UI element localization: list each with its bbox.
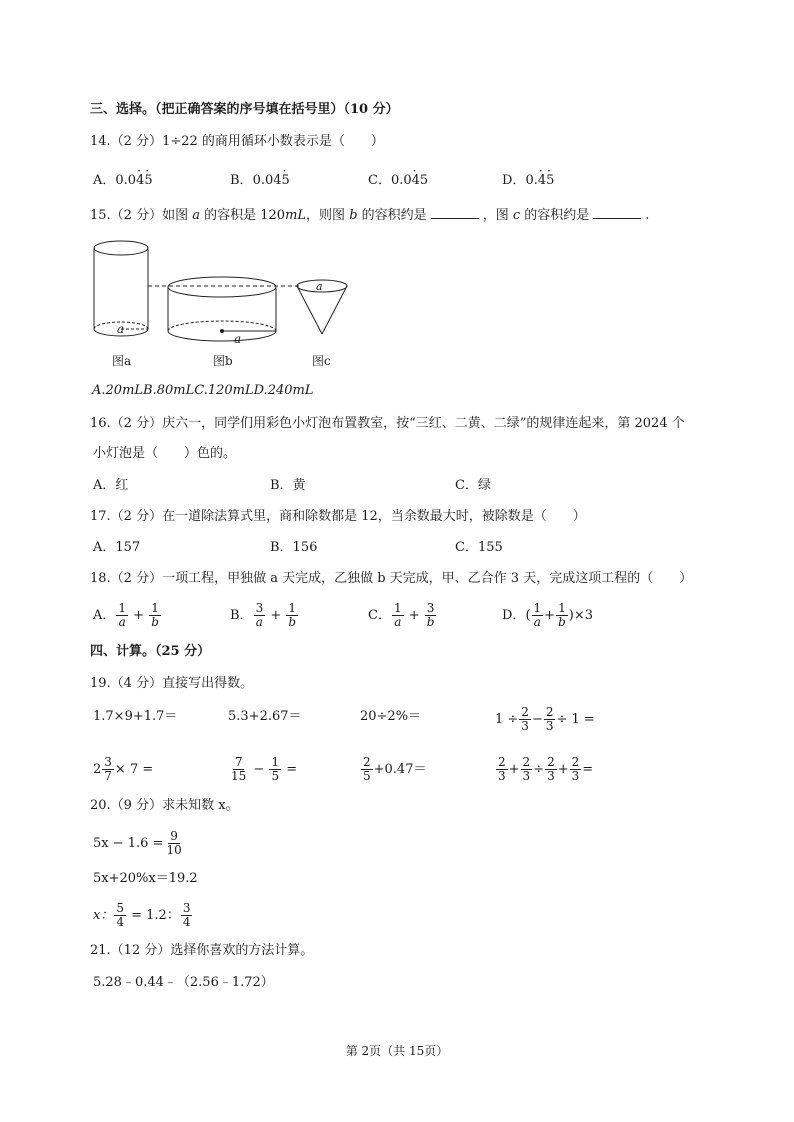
section-3-title: 三、选择。（把正确答案的序号填在括号里）（10 分）	[90, 102, 399, 117]
q20-equation-2: 5x+20%x＝19.2	[93, 871, 198, 886]
q18-option-a: A． $\frac{1}{a}$ + $\frac{1}{b}$	[93, 601, 159, 629]
q17-option-b: B．156	[270, 540, 318, 555]
q15-blank-2[interactable]	[593, 206, 641, 219]
q18-option-b: B． $\frac{3}{a}$ + $\frac{1}{b}$	[230, 601, 297, 629]
q14-option-b: B．0.04· 5	[230, 172, 290, 190]
q18-option-c: C． $\frac{1}{a}$ + $\frac{3}{b}$	[368, 601, 435, 629]
figure-c-radius: a	[316, 280, 323, 293]
section-4-title: 四、计算。（25 分）	[90, 644, 211, 659]
q19-item-6: $\frac{7}{15}$ − $\frac{1}{5}$ =	[231, 755, 298, 783]
q17-stem: 17.（2 分）在一道除法算式里，商和除数都是 12，当余数最大时，被除数是（ ）	[90, 509, 586, 524]
q15-blank-1[interactable]	[431, 206, 479, 219]
q15-stem: 15.（2 分）如图 a 的容积是 120mL，则图 b 的容积约是 ，图 c 的容积约是 .	[90, 208, 650, 223]
q19-stem: 19.（4 分）直接写出得数。	[90, 676, 254, 691]
q19-item-3: 20÷2%＝	[360, 709, 422, 724]
q20-equation-1: 5x − 1.6 = $\frac{9}{10}$	[93, 829, 182, 857]
figure-c-label: 图c	[312, 354, 331, 368]
q19-item-8: $\frac{2}{3}$ + $\frac{2}{3}$ ÷ $\frac{2}{3}$ + $\frac{2}{3}$ =	[498, 755, 594, 783]
figure-a-radius: a	[117, 322, 125, 336]
q16-option-c: C．绿	[455, 478, 491, 493]
q19-item-2: 5.3+2.67＝	[228, 709, 302, 724]
q18-stem: 18.（2 分）一项工程，甲独做 a 天完成，乙独做 b 天完成，甲、乙合作 3 天，完成这项工程的（ ）	[90, 571, 693, 586]
q19-item-1: 1.7×9+1.7＝	[93, 709, 178, 724]
figure-b-label: 图b	[213, 354, 233, 368]
q14-option-c: C．0.0· 45	[368, 172, 428, 190]
q21-expression: 5.28﹣0.44﹣（2.56﹣1.72）	[93, 975, 274, 990]
q18-option-d: D．( $\frac{1}{a}$ + $\frac{1}{b}$ )×3	[502, 601, 593, 629]
q19-item-4: 1 ÷ $\frac{2}{3}$ − $\frac{2}{3}$ ÷ 1 =	[495, 705, 595, 733]
q16-stem-line1: 16.（2 分）庆六一，同学们用彩色小灯泡布置教室，按“三红、二黄、二绿”的规律连起来，第 2024 个	[90, 416, 685, 431]
q16-option-b: B．黄	[270, 478, 306, 493]
q16-option-a: A．红	[93, 478, 129, 493]
q14-option-a: A．0.0· 4· 5	[93, 172, 153, 190]
q16-stem-line2: 小灯泡是（ ）色的。	[93, 446, 237, 461]
q20-stem: 20.（9 分）求未知数 x。	[90, 798, 239, 813]
q17-option-c: C．155	[455, 540, 503, 555]
figure-b-cylinder	[168, 277, 276, 341]
q21-stem: 21.（12 分）选择你喜欢的方法计算。	[90, 943, 314, 958]
q15-options: A.20mLB.80mLC.120mLD.240mL	[92, 383, 314, 398]
q14-option-d: D．0.· 4· 5	[502, 172, 554, 190]
q19-item-5: 2 $\frac{3}{7}$ × 7 =	[93, 755, 154, 783]
figure-a-label: 图a	[112, 354, 132, 368]
page-footer: 第 2页（共 15页）	[345, 1044, 449, 1058]
figure-b-radius: a	[234, 332, 242, 346]
q14-stem: 14.（2 分）1÷22 的商用循环小数表示是（ ）	[90, 134, 384, 149]
q20-equation-3: x： $\frac{5}{4}$ = 1.2： $\frac{3}{4}$	[93, 901, 191, 929]
q17-option-a: A．157	[93, 540, 141, 555]
q19-item-7: $\frac{2}{5}$ +0.47＝	[363, 755, 427, 783]
q15-figure	[90, 234, 350, 374]
